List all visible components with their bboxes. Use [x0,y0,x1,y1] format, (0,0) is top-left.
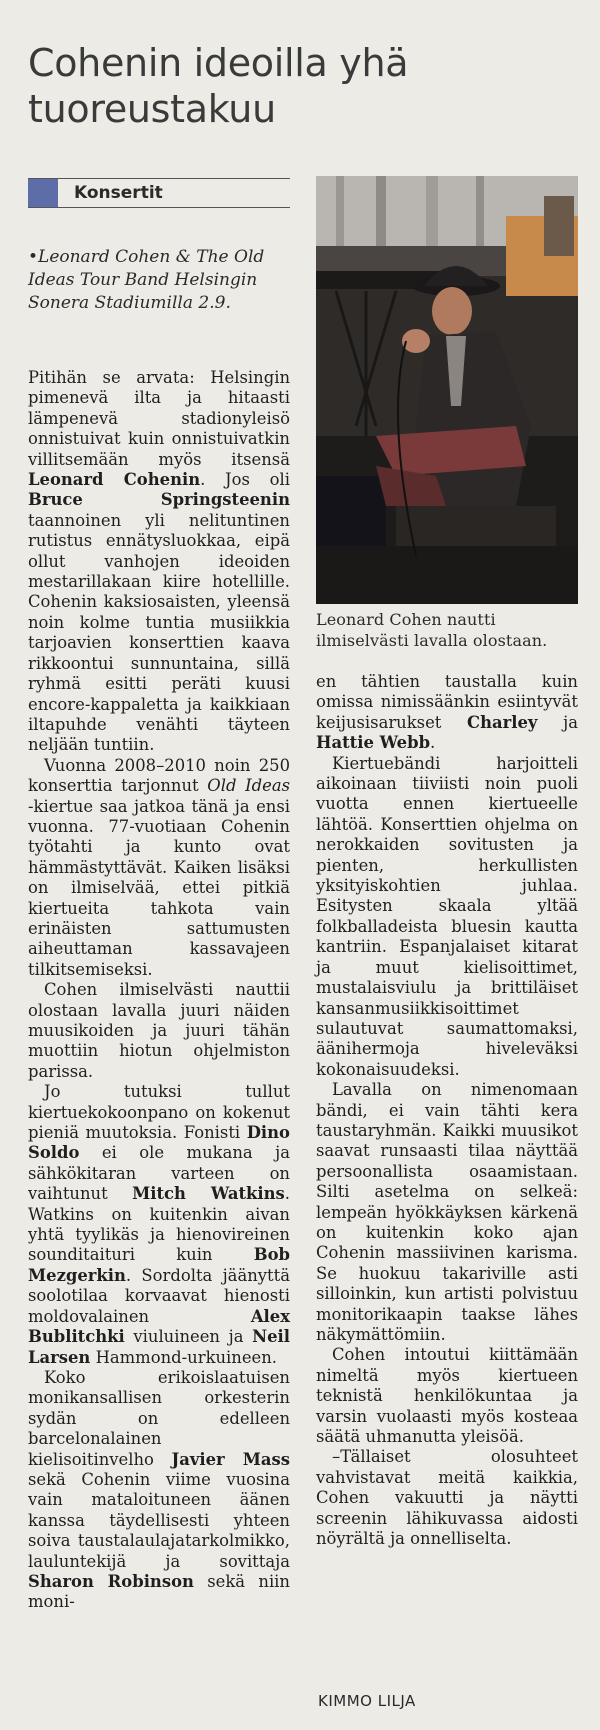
article-column-1 [28,368,290,1613]
byline: KIMMO LILJA [318,1692,416,1710]
photo-caption: Leonard Cohen nautti ilmiselvästi lavalla olostaan. [316,610,548,650]
paragraph: Koko erikoislaatuisen monikansallisen orkesterin sydän on edelleen barcelonalainen kielisoitinvelho Javier Mass sekä Cohenin viime vuosina vain mataloituneen äänen kanssa täydellisesti yhteen soiva taustalaulajatarkolmikko, lauluntekijä ja sovittaja Sharon Robinson sekä niin moni- [28,1367,290,1612]
section-tag [28,178,290,208]
section-label: Konsertit [74,183,163,203]
paragraph: Vuonna 2008–2010 noin 250 konserttia tarjonnut Old Ideas -kiertue saa jatkoa tänä ja ensi vuonna. 77-vuotiaan Cohenin työtahti ja kunto ovat hämmästyttävät. Kaiken lisäksi on ilmiselvää, ettei pitkiä kiertueita tahkota vain erinäisten sattumusten aiheuttaman kassavajeen tilkitsemiseksi. [28,755,290,979]
article-column-2 [316,672,578,1549]
paragraph: –Tällaiset olosuhteet vahvistavat meitä kaikkia, Cohen vakuutti ja näytti screenin lähikuvassa aidosti nöyrältä ja onnelliselta. [316,1447,578,1549]
paragraph: Lavalla on nimenomaan bändi, ei vain tähti kera taustaryhmän. Kaikki muusikot saavat runsaasti tilaa näyttää persoonallista osaamistaan. Silti asetelma on selkeä: lempeän hyökkäyksen kärkenä on kuitenkin koko ajan Cohenin massiivinen karisma. Se huokuu takariville asti silloinkin, kun artisti polvistuu monitorikaapin taakse lähes näkymättömiin. [316,1080,578,1344]
section-color-square [28,179,58,207]
paragraph: Pitihän se arvata: Helsingin pimenevä ilta ja hitaasti lämpenevä stadionyleisö onnistuivat kuin onnistuivatkin villitsemään myös itsensä Leonard Cohenin. Jos oli Bruce Springsteenin taannoinen yli nelituntinen rutistus ennätysluokkaa, eipä ollut vanhojen ideoiden mestarillakaan kiire hotellille. Cohenin kaksiosaisten, yleensä noin kolme tuntia musiikkia tarjoavien konserttien kaava rikkoontui sunnuntaina, sillä ryhmä esitti peräti kuusi encore-kappaletta ja kaikkiaan iltapuhde venähti täyteen neljään tuntiin. [28,368,290,755]
concert-photo [316,176,578,604]
paragraph: Cohen intoutui kiittämään nimeltä myös kiertueen teknistä henkilökuntaa ja varsin vuolaasti myös kosteaa säätä uhmanutta yleisöä. [316,1345,578,1447]
paragraph: Cohen ilmiselvästi nauttii olostaan lavalla juuri näiden muusikoiden ja juuri tähän muottiin hiotun ohjelmiston parissa. [28,980,290,1081]
paragraph: Kiertuebändi harjoitteli aikoinaan tiiviisti noin puoli vuotta ennen kiertueelle lähtöä. Konserttien ohjelma on nerokkaiden sovitusten ja pienten, herkullisten yksityiskohtien juhlaa. Esitysten skaala yltää folkballadeista bluesin kautta kantriin. Espanjalaiset kitarat ja muut kielisoittimet, mustalaisviulu ja brittiläiset kansanmusiikkisoittimet sulautuvat saumattomaksi, äänihermoja hiveleväksi kokonaisuudeksi. [316,753,578,1079]
headline: Cohenin ideoilla yhä tuoreustakuu [28,41,409,131]
event-info: •Leonard Cohen & The Old Ideas Tour Band Helsingin Sonera Stadiumilla 2.9. [28,247,265,313]
paragraph: Jo tutuksi tullut kiertuekokoonpano on kokenut pieniä muutoksia. Fonisti Dino Soldo ei ole mukana ja sähkökitaran varteen on vaihtunut Mitch Watkins. Watkins on kuitenkin aivan yhtä tyylikäs ja hienovireinen sounditaituri kuin Bob Mezgerkin. Sordolta jäänyttä soolotilaa korvaavat hienosti moldovalainen Alex Bublitchki viuluineen ja Neil Larsen Hammond-urkuineen. [28,1082,290,1367]
paragraph: en tähtien taustalla kuin omissa nimissäänkin esiintyvät keijusisarukset Charley ja Hattie Webb. [316,672,578,753]
